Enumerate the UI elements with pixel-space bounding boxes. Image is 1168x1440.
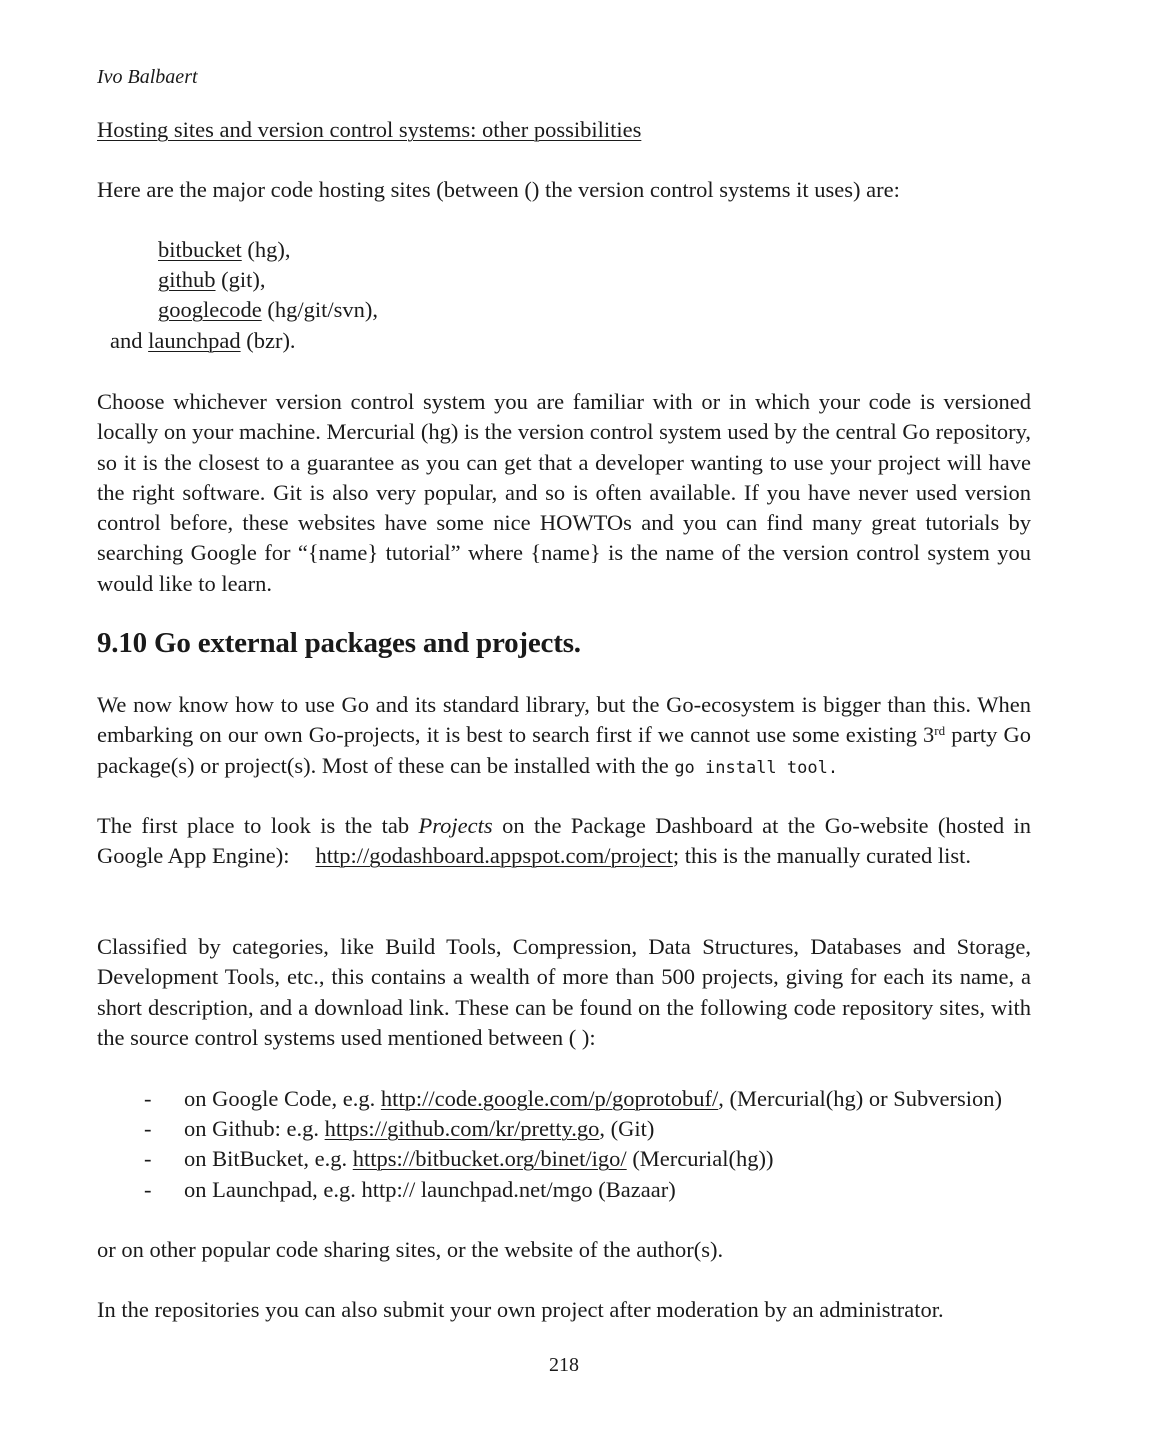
intro-paragraph: Here are the major code hosting sites (between () the version control systems it uses) are: bbox=[97, 177, 900, 202]
dashboard-paragraph bbox=[97, 811, 1031, 872]
list-item-text: (Mercurial(hg)) bbox=[626, 1146, 774, 1171]
ecosystem-paragraph bbox=[97, 690, 1031, 783]
site-vcs: (hg/git/svn), bbox=[261, 297, 378, 322]
site-vcs: (bzr). bbox=[240, 328, 296, 353]
inline-code: go install tool. bbox=[674, 757, 839, 778]
list-item-text: on Github: e.g. bbox=[184, 1116, 325, 1141]
bullet-dash: - bbox=[144, 1086, 152, 1111]
site-item-launchpad bbox=[110, 326, 296, 356]
site-prefix: and bbox=[110, 328, 149, 353]
paragraph-text: The first place to look is the tab bbox=[97, 813, 419, 838]
subheading-text: Hosting sites and version control systems: other possibilities bbox=[97, 117, 642, 142]
bullet-dash: - bbox=[144, 1116, 152, 1141]
ordinal-superscript: rd bbox=[934, 723, 946, 739]
site-item-bitbucket bbox=[158, 235, 290, 265]
paragraph-text: party Go package(s) or project(s). Most of these can be installed with the bbox=[97, 722, 1031, 778]
site-link-launchpad[interactable]: launchpad bbox=[148, 328, 241, 353]
igo-link[interactable]: https://bitbucket.org/binet/igo/ bbox=[352, 1146, 627, 1171]
paragraph-text: We now know how to use Go and its standard library, but the Go-ecosystem is bigger than this. When embarking on our own Go-projects, it is best to search first if we cannot use some existing 3 bbox=[97, 692, 1031, 748]
other-sites-paragraph: or on other popular code sharing sites, or the website of the author(s). bbox=[97, 1237, 724, 1262]
site-vcs: (git), bbox=[215, 267, 266, 292]
bullet-dash: - bbox=[144, 1177, 152, 1202]
goprotobuf-link[interactable]: http://code.google.com/p/goprotobuf/ bbox=[380, 1086, 719, 1111]
site-item-googlecode bbox=[158, 295, 378, 325]
section-heading: 9.10 Go external packages and projects. bbox=[97, 627, 581, 659]
submit-project-paragraph: In the repositories you can also submit your own project after moderation by an administrator. bbox=[97, 1297, 944, 1322]
pretty-go-link[interactable]: https://github.com/kr/pretty.go bbox=[324, 1116, 600, 1141]
site-link-bitbucket[interactable]: bitbucket bbox=[158, 237, 242, 262]
list-item-text: on Google Code, e.g. bbox=[184, 1086, 381, 1111]
list-item-text: on BitBucket, e.g. bbox=[184, 1146, 353, 1171]
section-subheading bbox=[97, 115, 1031, 145]
vcs-choice-paragraph: Choose whichever version control system you are familiar with or in which your code is versioned locally on your machine. Mercurial (hg) is the version control system used by the central Go repository, so it is the closest to a guarantee as you can get that a developer wanting to use your project will have the right software. Git is also very popular, and so is often available. If you have never used version control before, these websites have some nice HOWTOs and you can find many great tutorials by searching Google for “{name} tutorial” where {name} is the name of the version control system you would like to learn. bbox=[97, 389, 1031, 596]
bullet-dash: - bbox=[144, 1146, 152, 1171]
running-header-author: Ivo Balbaert bbox=[97, 66, 198, 88]
site-vcs: (hg), bbox=[241, 237, 291, 262]
site-item-github bbox=[158, 265, 266, 295]
projects-tab-italic: Projects bbox=[418, 813, 493, 838]
page-number: 218 bbox=[549, 1354, 579, 1376]
list-item-text: , (Git) bbox=[599, 1116, 655, 1141]
paragraph-text: on the Package Dashboard at the Go-website (hosted in Google App Engine): bbox=[97, 813, 1031, 869]
categories-paragraph: Classified by categories, like Build Tools, Compression, Data Structures, Databases and Storage, Development Tools, etc., this contains a wealth of more than 500 projects, giving for each its name, a short description, and a download link. These can be found on the following code repository sites, with the source control systems used mentioned between ( ): bbox=[97, 934, 1031, 1050]
site-link-googlecode[interactable]: googlecode bbox=[158, 297, 262, 322]
list-item-text: , (Mercurial(hg) or Subversion) bbox=[718, 1086, 1002, 1111]
site-link-github[interactable]: github bbox=[158, 267, 216, 292]
paragraph-text: ; this is the manually curated list. bbox=[672, 843, 971, 869]
list-item-text: on Launchpad, e.g. http:// launchpad.net/mgo (Bazaar) bbox=[184, 1177, 676, 1202]
godashboard-link[interactable]: http://godashboard.appspot.com/project bbox=[315, 843, 673, 869]
